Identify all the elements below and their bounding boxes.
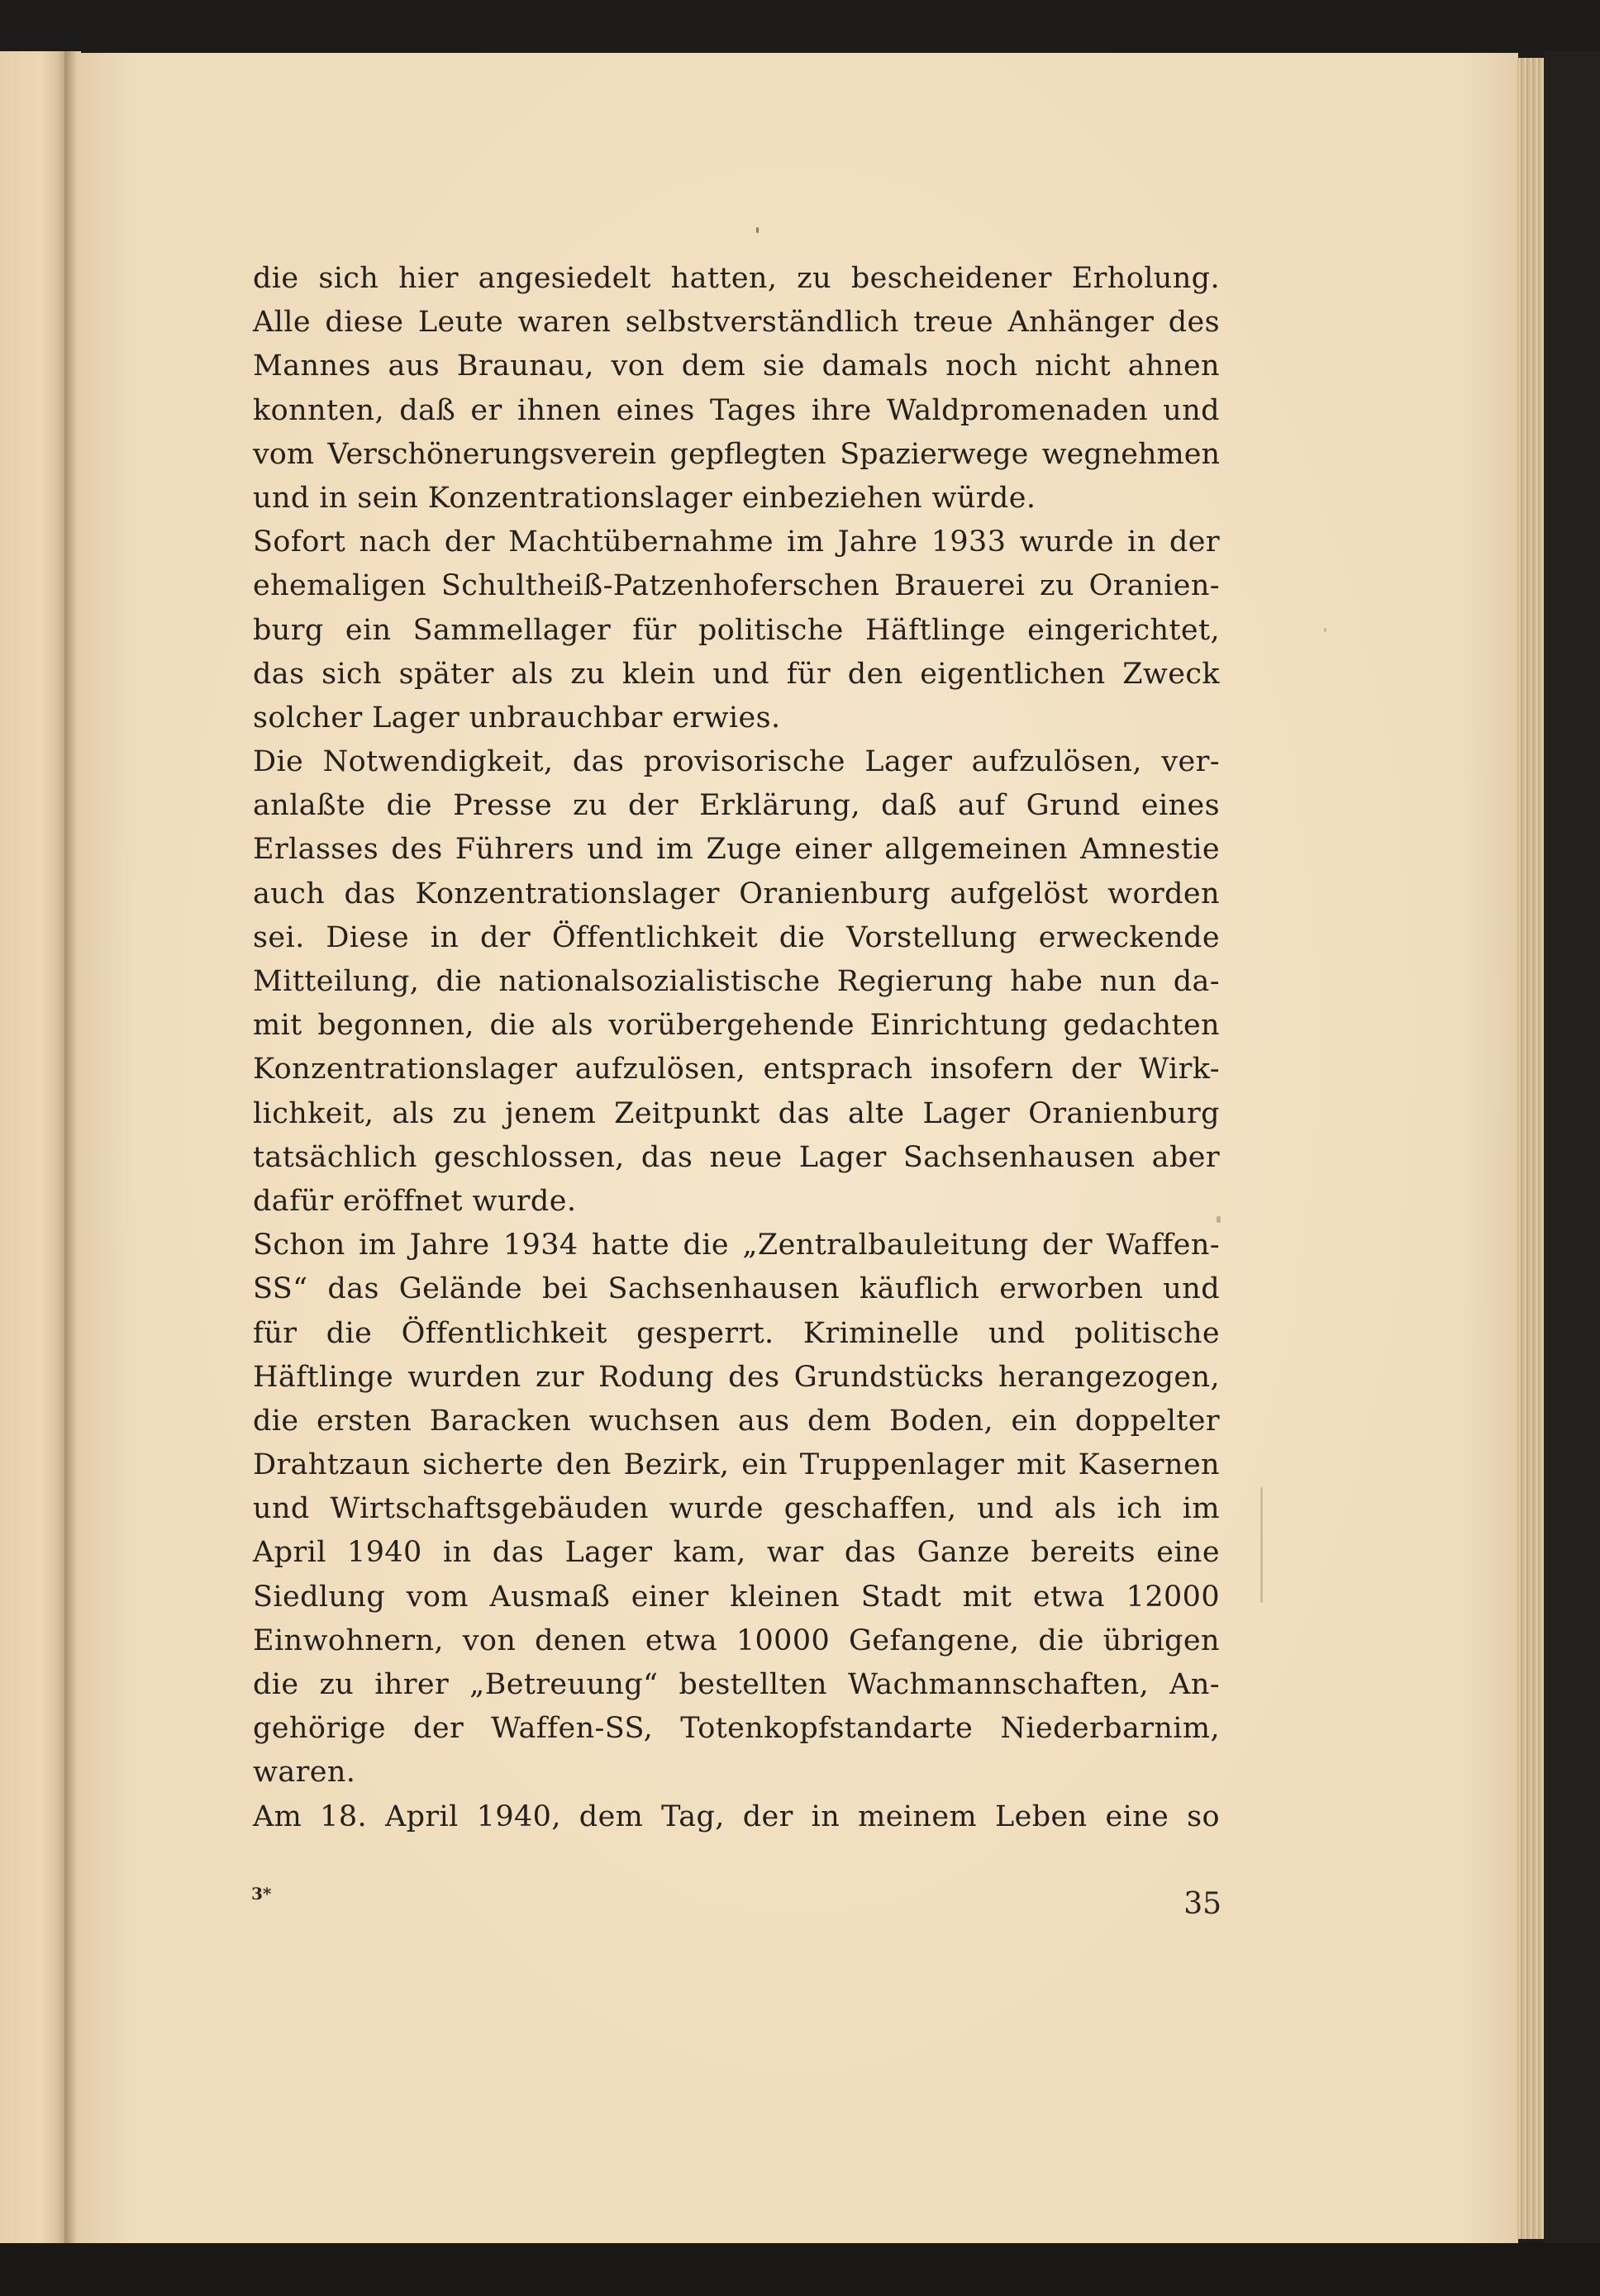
text-line: Konzentrationslager aufzulösen, entsprach insofern der Wirk-: [253, 1053, 1220, 1086]
text-line: waren.: [253, 1756, 356, 1790]
text-line: anlaßte die Presse zu der Erklärung, daß auf Grund eines: [253, 789, 1220, 823]
text-line: Sofort nach der Machtübernahme im Jahre 1933 wurde in der: [253, 525, 1220, 559]
signature-mark: 3*: [251, 1884, 272, 1904]
paper-speck: [756, 227, 759, 233]
text-line: das sich später als zu klein und für den eigentlichen Zweck: [253, 657, 1220, 691]
text-line: Erlasses des Führers und im Zuge einer allgemeinen Amnestie: [253, 833, 1220, 867]
text-line: April 1940 in das Lager kam, war das Ganze bereits eine: [253, 1536, 1220, 1570]
text-line: und in sein Konzentrationslager einbeziehen würde.: [253, 481, 1036, 515]
scan-background-right: [1544, 51, 1600, 2249]
text-line: Häftlinge wurden zur Rodung des Grundstücks herangezogen,: [253, 1360, 1220, 1394]
text-line: burg ein Sammellager für politische Häftlinge eingerichtet,: [253, 613, 1220, 647]
text-line: ehemaligen Schultheiß-Patzenhoferschen Brauerei zu Oranien-: [253, 569, 1220, 603]
text-line: Schon im Jahre 1934 hatte die „Zentralbauleitung der Waffen-: [253, 1229, 1220, 1262]
paper-speck: [1260, 1487, 1263, 1603]
text-line: Mitteilung, die nationalsozialistische Regierung habe nun da-: [253, 965, 1220, 998]
text-line: solcher Lager unbrauchbar erwies.: [253, 701, 781, 734]
scan-background-top: [0, 0, 1600, 58]
text-line: mit begonnen, die als vorübergehende Einrichtung gedachten: [253, 1009, 1220, 1043]
scan-background-bottom: [0, 2243, 1600, 2296]
text-line: für die Öffentlichkeit gesperrt. Kriminelle und politische: [253, 1316, 1220, 1350]
text-line: Alle diese Leute waren selbstverständlich treue Anhänger des: [253, 306, 1220, 340]
text-line: SS“ das Gelände bei Sachsenhausen käuflich erworben und: [253, 1272, 1220, 1306]
text-line: Die Notwendigkeit, das provisorische Lager aufzulösen, ver-: [253, 745, 1220, 779]
text-line: vom Verschönerungsverein gepflegten Spazierwege wegnehmen: [253, 437, 1220, 471]
text-line: Mannes aus Braunau, von dem sie damals noch nicht ahnen: [253, 349, 1220, 383]
text-line: konnten, daß er ihnen eines Tages ihre Waldpromenaden und: [253, 393, 1220, 427]
text-line: Drahtzaun sicherte den Bezirk, ein Truppenlager mit Kasernen: [253, 1448, 1220, 1482]
text-line: die zu ihrer „Betreuung“ bestellten Wachmannschaften, An-: [253, 1668, 1220, 1701]
page-stack-edges: [1517, 58, 1545, 2239]
facing-page-edge: [0, 51, 68, 2251]
page-number: 35: [1183, 1887, 1221, 1921]
text-line: Am 18. April 1940, dem Tag, der in meinem Leben eine so: [253, 1799, 1220, 1833]
text-line: lichkeit, als zu jenem Zeitpunkt das alte Lager Oranienburg: [253, 1096, 1220, 1130]
text-line: auch das Konzentrationslager Oranienburg aufgelöst worden: [253, 877, 1220, 910]
paper-speck: [1217, 1216, 1221, 1223]
body-text: [253, 257, 1220, 1839]
text-line: die ersten Baracken wuchsen aus dem Boden, ein doppelter: [253, 1404, 1220, 1438]
text-line: dafür eröffnet wurde.: [253, 1184, 577, 1218]
text-line: und Wirtschaftsgebäuden wurde geschaffen, und als ich im: [253, 1492, 1220, 1526]
text-line: gehörige der Waffen-SS, Totenkopfstandarte Niederbarnim,: [253, 1712, 1220, 1746]
text-line: tatsächlich geschlossen, das neue Lager Sachsenhausen aber: [253, 1140, 1220, 1174]
text-line: Einwohnern, von denen etwa 10000 Gefangene, die übrigen: [253, 1623, 1220, 1657]
text-line: die sich hier angesiedelt hatten, zu bescheidener Erholung.: [253, 262, 1220, 295]
paper-speck: [1324, 628, 1326, 632]
text-line: sei. Diese in der Öffentlichkeit die Vorstellung erweckende: [253, 920, 1220, 954]
text-line: Siedlung vom Ausmaß einer kleinen Stadt mit etwa 12000: [253, 1580, 1220, 1614]
